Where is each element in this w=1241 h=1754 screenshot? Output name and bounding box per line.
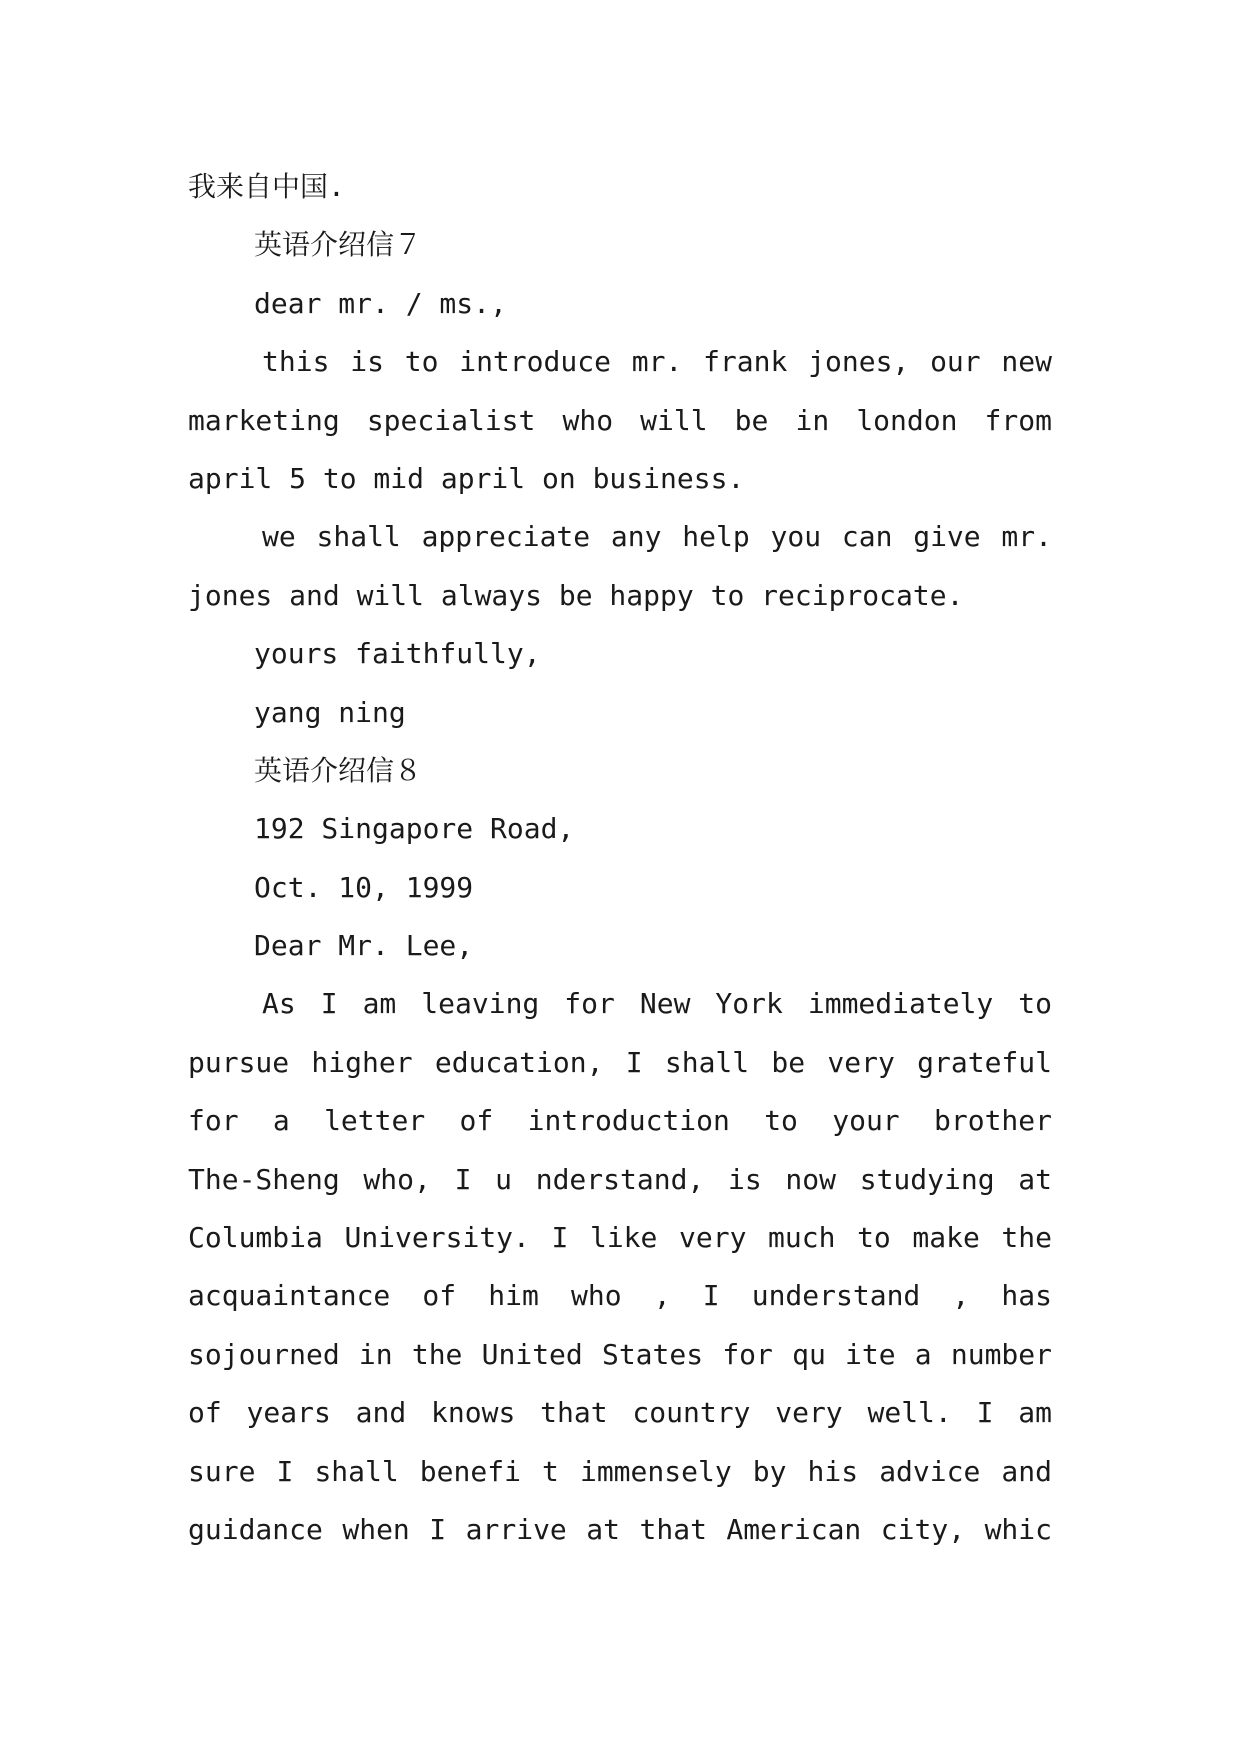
text-line: yang ning [254, 695, 406, 729]
text-line: of years and knows that country very well. I am [188, 1396, 1052, 1430]
text-line: 英语介绍信７ [254, 228, 423, 262]
text-line: jones and will always be happy to reciprocate. [188, 578, 964, 612]
text-line: 英语介绍信８ [254, 753, 423, 787]
text-line: yours faithfully, [254, 637, 541, 671]
letter-body [188, 158, 1052, 1559]
text-line: guidance when I arrive at that American city, whic [188, 1512, 1052, 1546]
text-line: sure I shall benefi t immensely by his advice and [188, 1454, 1052, 1488]
text-line: we shall appreciate any help you can give mr. [262, 520, 1052, 554]
text-line: The-Sheng who, I u nderstand, is now studying at [188, 1162, 1052, 1196]
text-line: Columbia University. I like very much to make the [188, 1221, 1052, 1255]
text-line: As I am leaving for New York immediately to [262, 987, 1052, 1021]
text-line: for a letter of introduction to your brother [188, 1104, 1052, 1138]
text-line: 192 Singapore Road, [254, 812, 575, 846]
text-line: april 5 to mid april on business. [188, 461, 745, 495]
text-line: sojourned in the United States for qu ite a number [188, 1337, 1052, 1371]
text-line: 我来自中国. [188, 170, 345, 203]
text-line: Dear Mr. Lee, [254, 929, 474, 963]
text-line: Oct. 10, 1999 [254, 870, 474, 904]
text-line: acquaintance of him who , I understand , has [188, 1279, 1052, 1313]
text-line: pursue higher education, I shall be very grateful [188, 1045, 1052, 1079]
text-line: dear mr. / ms., [254, 286, 507, 320]
text-line: this is to introduce mr. frank jones, our new [262, 345, 1052, 379]
text-line: marketing specialist who will be in london from [188, 403, 1052, 437]
